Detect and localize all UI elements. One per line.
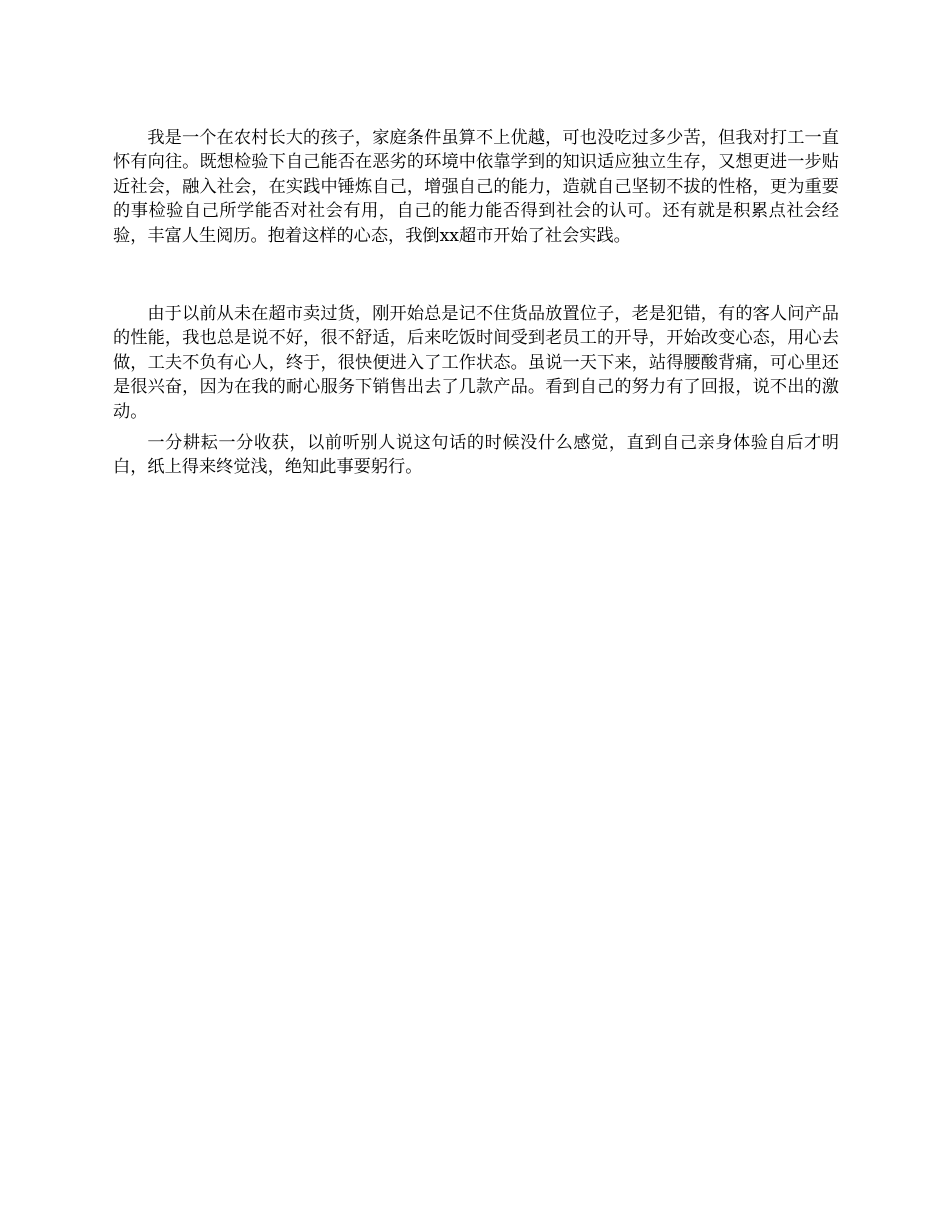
- paragraph-2: 由于以前从未在超市卖过货，刚开始总是记不住货品放置位子，老是犯错，有的客人问产品的性能，我也总是说不好，很不舒适，后来吃饭时间受到老员工的开导，开始改变心态，用心去做，工夫不负有心人，终于，很快便进入了工作状态。虽说一天下来，站得腰酸背痛，可心里还是很兴奋，因为在我的耐心服务下销售出去了几款产品。看到自己的努力有了回报，说不出的激动。: [113, 304, 839, 422]
- document-body: [113, 126, 839, 480]
- paragraph-1: 我是一个在农村长大的孩子，家庭条件虽算不上优越，可也没吃过多少苦，但我对打工一直怀有向往。既想检验下自己能否在恶劣的环境中依靠学到的知识适应独立生存，又想更进一步贴近社会，融入社会，在实践中锤炼自己，增强自己的能力，造就自己坚韧不拔的性格，更为重要的事检验自己所学能否对社会有用，自己的能力能否得到社会的认可。还有就是积累点社会经验，丰富人生阅历。抱着这样的心态，我倒xx超市开始了社会实践。: [113, 128, 839, 246]
- paragraph-3: 一分耕耘一分收获，以前听别人说这句话的时候没什么感觉，直到自己亲身体验自后才明白，纸上得来终觉浅，绝知此事要躬行。: [113, 433, 839, 478]
